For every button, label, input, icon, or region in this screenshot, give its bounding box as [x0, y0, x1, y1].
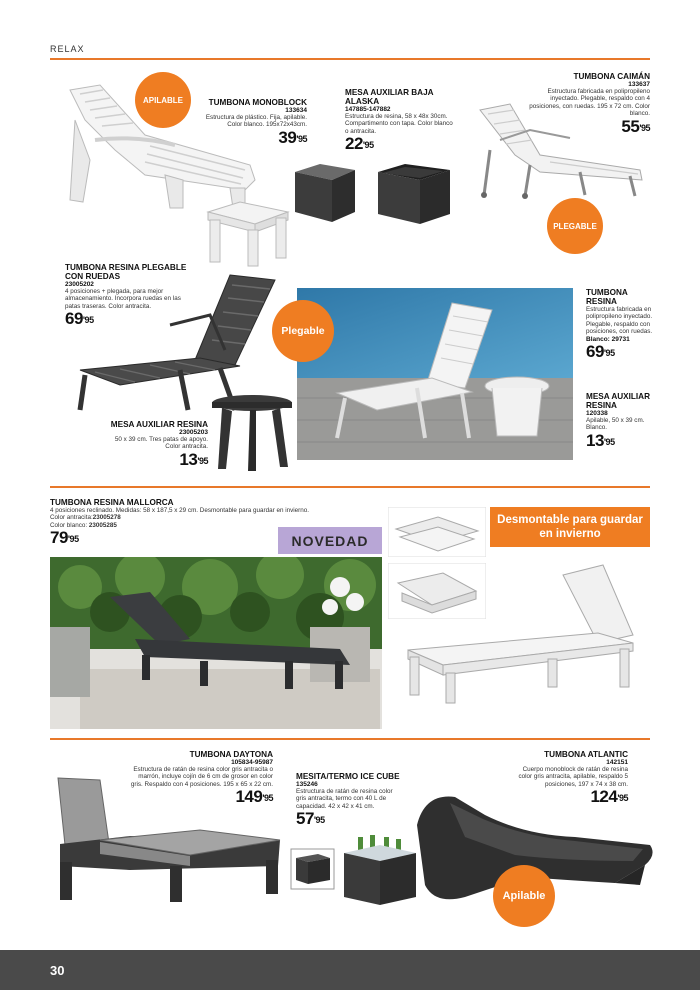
tumbona-resina-price: $69^{'95}$ — [586, 341, 615, 361]
daytona-desc: Estructura de ratán de resina color gris antracita o marrón, incluye cojín de 6 cm de grosor en color gris. Respaldo con 4 posiciones. 195 x 65 x 22 cm. — [130, 766, 273, 788]
mesa-resina-antracita-image — [210, 393, 295, 473]
desmontable-thumb-1 — [388, 507, 486, 557]
apilable-badge: APILABLE — [135, 72, 191, 128]
section-rule-3 — [50, 738, 650, 740]
apilable-badge-bottom: Apilable — [493, 865, 555, 927]
mallorca-price: $79^{'95}$ — [50, 528, 79, 548]
header-rule — [50, 58, 650, 60]
mesa-resina-2-desc: Apilable, 50 x 39 cm. Blanco. — [586, 417, 645, 432]
monoblock-ref: 133634 — [285, 107, 307, 114]
mallorca-white-lounger-image — [398, 555, 653, 705]
mallorca-desc: 4 posiciones reclinado. Medidas: 58 x 187,5 x 29 cm. Desmontable para guardar en invierno. — [50, 507, 310, 514]
desmontable-badge: Desmontable para guardar en invierno — [490, 507, 650, 547]
white-side-table-image — [200, 198, 295, 268]
mesa-resina-1-name: MESA AUXILIAR RESINA — [110, 420, 208, 429]
icecube-price: $57^{'95}$ — [296, 809, 325, 829]
daytona-name: TUMBONA DAYTONA — [189, 750, 273, 759]
mallorca-ref-blanco: Color blanco: 23005285 — [50, 521, 117, 529]
resina-plegable-name: TUMBONA RESINA PLEGABLE CON RUEDAS — [65, 263, 187, 281]
atlantic-price: $124^{'95}$ — [590, 787, 628, 807]
icecube-name: MESITA/TERMO ICE CUBE — [296, 772, 400, 781]
caiman-ref: 133637 — [628, 81, 650, 88]
monoblock-price: $39^{'95}$ — [278, 127, 307, 147]
mesa-resina-1-desc: 50 x 39 cm. Tres patas de apoyo. Color antracita. — [114, 436, 208, 451]
mesa-resina-2-ref: 120338 — [586, 410, 608, 417]
monoblock-name: TUMBONA MONOBLOCK — [208, 98, 307, 107]
resina-plegable-ref: 23005202 — [65, 281, 94, 288]
atlantic-ref: 142151 — [606, 759, 628, 766]
icecube-ref: 135246 — [296, 781, 318, 788]
novedad-badge: NOVEDAD — [278, 527, 382, 554]
atlantic-desc: Cuerpo monoblock de ratán de resina color gris antracita, apilable, respaldo 5 posiciones, 197 x 74 x 38 cm. — [518, 766, 628, 788]
resina-plegable-desc: 4 posiciones + plegada, para mejor almacenamiento. Incorpora ruedas en las patas traseras. Color antracita. — [65, 288, 181, 310]
mallorca-garden-photo — [50, 557, 382, 729]
mesa-resina-2-price: $13^{'95}$ — [586, 430, 615, 450]
tumbona-resina-desc: Estructura fabricada en polipropileno inyectado. Plegable, respaldo con posiciones, con ruedas. — [586, 306, 653, 336]
mesa-resina-1-ref: 23005203 — [179, 429, 208, 436]
alaska-tables-image — [290, 160, 460, 235]
mallorca-name: TUMBONA RESINA MALLORCA — [50, 498, 174, 507]
section-title: RELAX — [50, 44, 85, 54]
mesa-resina-1-price: $13^{'95}$ — [179, 449, 208, 469]
plegable-badge-mid: Plegable — [272, 300, 334, 362]
alaska-name: MESA AUXILIAR BAJA ALASKA — [345, 88, 434, 106]
tumbona-resina-name: TUMBONA RESINA — [586, 288, 628, 306]
daytona-ref: 105834-95987 — [231, 759, 273, 766]
caiman-price: $55^{'95}$ — [621, 116, 650, 136]
mesa-resina-2-name: MESA AUXILIAR RESINA — [586, 392, 650, 410]
plegable-badge-caiman: PLEGABLE — [547, 198, 603, 254]
caiman-lounger-image — [470, 100, 650, 200]
icecube-closed-image — [290, 848, 335, 890]
pool-lounger-photo — [297, 288, 573, 460]
daytona-lounger-image — [30, 770, 285, 905]
alaska-price: $22^{'95}$ — [345, 134, 374, 154]
tumbona-resina-ref: Blanco: 29731 — [586, 335, 630, 343]
mallorca-ref-antracita: Color antracita:23005278 — [50, 514, 121, 522]
alaska-ref: 147885-147882 — [345, 106, 391, 113]
caiman-name: TUMBONA CAIMÁN — [573, 72, 650, 81]
caiman-desc: Estructura fabricada en polipropileno inyectado. Plegable, respaldo con 4 posiciones, con ruedas. 195 x 72 cm. Color blanco. — [529, 88, 650, 118]
footer-bar — [0, 950, 700, 990]
page-number: 30 — [50, 963, 65, 978]
monoblock-desc: Estructura de plástico. Fija, apilable. Color blanco. 195x72x43cm. — [205, 114, 307, 129]
section-rule-2 — [50, 486, 650, 488]
daytona-price: $149^{'95}$ — [235, 787, 273, 807]
atlantic-name: TUMBONA ATLANTIC — [544, 750, 628, 759]
alaska-desc: Estructura de resina, 58 x 48x 30cm. Compartimento con tapa. Color blanco o antracita. — [345, 113, 453, 135]
icecube-desc: Estructura de ratán de resina color gris antracita, termo con 40 L de capacidad. 42 x 42 x 41 cm. — [296, 788, 393, 810]
resina-plegable-price: $69^{'95}$ — [65, 309, 94, 329]
